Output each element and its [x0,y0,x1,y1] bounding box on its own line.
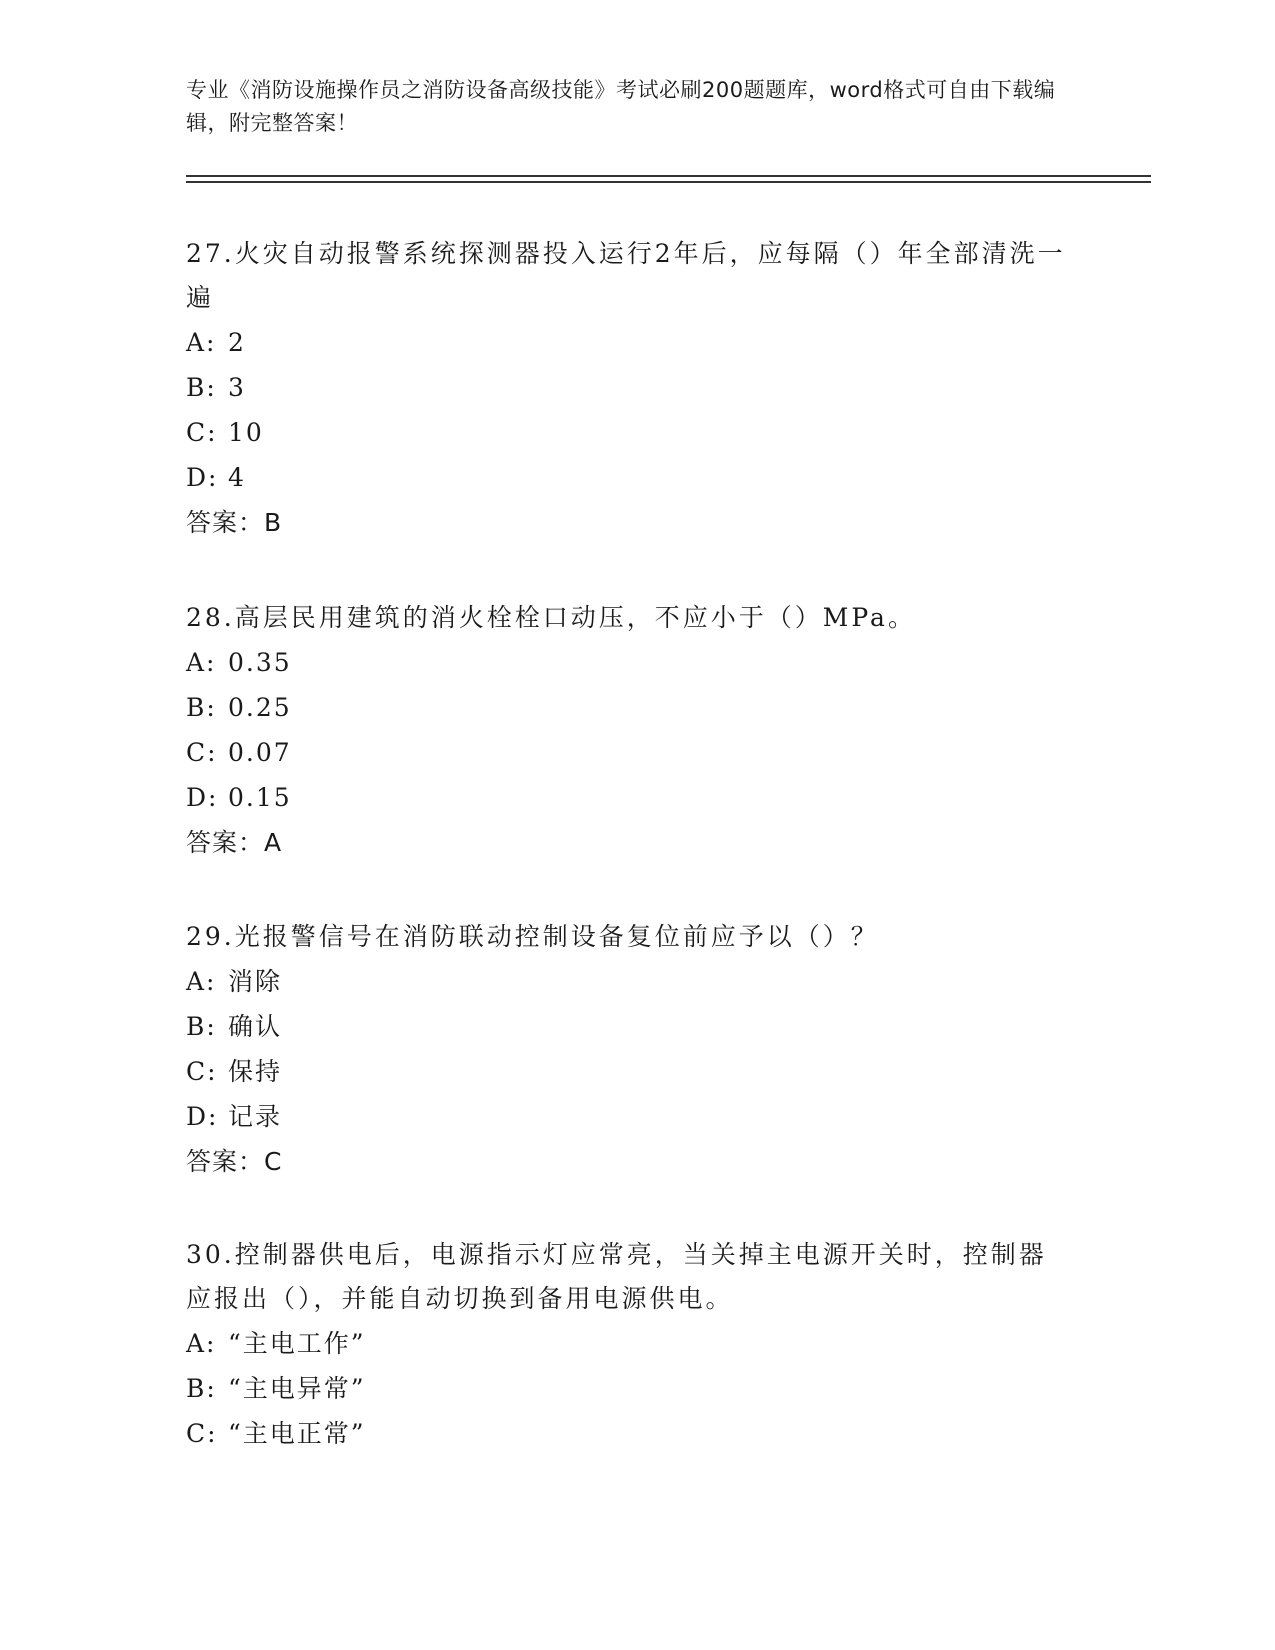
option-letter: A: [186,967,217,996]
option-text: “主电异常” [228,1374,366,1403]
option-a [186,1322,1066,1366]
header-divider-bottom [186,181,1151,183]
option-b [186,1367,1066,1411]
option-text: “主电工作” [228,1329,366,1358]
option-d [186,456,1066,500]
option-letter: A: [186,648,217,677]
option-letter: D: [186,783,219,812]
option-text: 保持 [228,1057,283,1086]
option-c [186,1412,1066,1456]
option-letter: A: [186,328,217,357]
option-text: 记录 [228,1102,283,1131]
option-text: 0.07 [228,738,292,767]
option-a [186,641,1066,685]
option-a [186,960,1066,1004]
option-text: 10 [228,418,264,447]
answer: 答案：C [186,1147,283,1176]
option-letter: B: [186,373,217,402]
option-d [186,776,1066,820]
option-text: 0.25 [228,693,292,722]
question-stem: 29.光报警信号在消防联动控制设备复位前应予以（）？ [186,922,879,951]
option-letter: D: [186,1102,219,1131]
option-c [186,731,1066,775]
option-text: 2 [228,328,246,357]
option-d [186,1095,1066,1139]
option-text: 消除 [228,967,283,996]
option-letter: D: [186,463,219,492]
option-letter: B: [186,1374,217,1403]
option-b [186,686,1066,730]
question-27 [186,232,1066,545]
answer: 答案：A [186,828,283,857]
option-letter: A: [186,1329,217,1358]
option-a [186,321,1066,365]
option-text: 4 [228,463,246,492]
option-text: 0.15 [228,783,292,812]
option-b [186,366,1066,410]
question-30 [186,1233,1066,1456]
question-stem: 28.高层民用建筑的消火栓栓口动压，不应小于（）MPa。 [186,603,916,632]
option-text: 3 [228,373,246,402]
option-letter: C: [186,1057,218,1086]
option-c [186,1050,1066,1094]
question-stem: 27.火灾自动报警系统探测器投入运行2年后，应每隔（）年全部清洗一遍 [186,239,1066,312]
option-text: 0.35 [228,648,292,677]
option-letter: C: [186,738,218,767]
option-c [186,411,1066,455]
question-stem: 30.控制器供电后，电源指示灯应常亮，当关掉主电源开关时，控制器应报出（），并能自动切换到备用电源供电。 [186,1240,1047,1313]
option-letter: C: [186,418,218,447]
document-intro: 专业《消防设施操作员之消防设备高级技能》考试必刷200题题库，word格式可自由下载编辑，附完整答案！ [186,78,1056,135]
option-text: “主电正常” [228,1419,366,1448]
option-letter: B: [186,693,217,722]
header-divider-top [186,175,1151,177]
option-b [186,1005,1066,1049]
question-29 [186,915,1066,1184]
question-28 [186,596,1066,865]
option-text: 确认 [228,1012,283,1041]
option-letter: B: [186,1012,217,1041]
option-letter: C: [186,1419,218,1448]
answer: 答案：B [186,508,283,537]
